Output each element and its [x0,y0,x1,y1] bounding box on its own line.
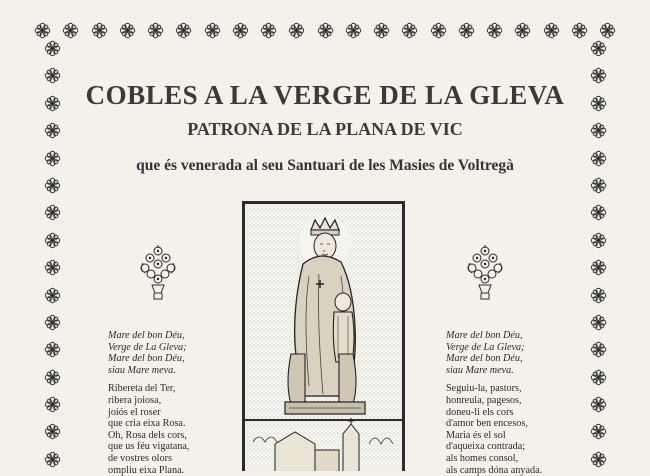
flower-bouquet-icon [464,243,506,305]
poem-line: siau Mare meva. [108,364,176,376]
rosette-icon [44,122,61,139]
page-tagline: que és venerada al seu Santuari de les Masies de Voltregà [136,157,514,174]
poem-line: ribera joiosa, [108,394,162,406]
rosette-icon [232,22,249,39]
rosette-icon [204,22,221,39]
rosette-icon [34,22,51,39]
rosette-icon [119,22,136,39]
poem-line: ompliu eixa Plana. [108,464,185,476]
rosette-icon [317,22,334,39]
border-right [588,40,608,468]
poem-line: als camps dóna anyada. [446,464,543,476]
poem-line: Oh, Rosa dels cors, [108,429,187,441]
poem-line: de vostres olors [108,452,172,464]
poem-line: als homes consol, [446,452,519,464]
poem-line: Verge de La Gleva; [446,341,525,353]
rosette-icon [514,22,531,39]
rosette-icon [44,204,61,221]
rosette-icon [590,177,607,194]
poem-line: Maria és el sol [446,429,506,441]
rosette-icon [44,369,61,386]
rosette-icon [44,177,61,194]
poem-line: Mare del bon Déu, [446,353,523,365]
rosette-icon [175,22,192,39]
border-left [42,40,62,468]
poem-line: joiós el roser [108,406,161,418]
rosette-icon [62,22,79,39]
rosette-icon [44,232,61,249]
rosette-icon [44,451,61,468]
rosette-icon [44,341,61,358]
flower-bouquet-icon [137,243,179,305]
rosette-icon [599,22,616,39]
poem-line: d'aqueixa contrada; [446,441,526,453]
rosette-icon [590,314,607,331]
rosette-icon [288,22,305,39]
rosette-icon [590,423,607,440]
page-subtitle: PATRONA DE LA PLANA DE VIC [187,119,463,139]
poem-right [446,330,542,476]
rosette-icon [44,287,61,304]
poem-right-refrain [446,330,542,376]
rosette-icon [590,341,607,358]
rosette-icon [373,22,390,39]
rosette-icon [543,22,560,39]
poem-right-stanza [446,383,542,476]
rosette-icon [147,22,164,39]
virgin-and-child-engraving [242,201,405,471]
rosette-icon [571,22,588,39]
page-title: COBLES A LA VERGE DE LA GLEVA [85,80,565,110]
rosette-icon [260,22,277,39]
rosette-icon [590,232,607,249]
rosette-icon [44,396,61,413]
rosette-icon [590,396,607,413]
poem-left [108,330,189,476]
rosette-icon [458,22,475,39]
poem-line: Seguiu-la, pastors, [446,383,522,395]
rosette-icon [590,369,607,386]
poem-line: d'amor ben encesos, [446,418,528,430]
rosette-icon [590,67,607,84]
rosette-icon [590,40,607,57]
rosette-icon [590,122,607,139]
poem-line: Ribereta del Ter, [108,383,176,395]
rosette-icon [44,150,61,167]
poem-line: doneu-li els cors [446,406,514,418]
border-top [34,20,616,40]
rosette-icon [590,287,607,304]
rosette-icon [91,22,108,39]
rosette-icon [590,451,607,468]
poem-left-stanza [108,383,189,476]
rosette-icon [44,423,61,440]
rosette-icon [44,95,61,112]
rosette-icon [430,22,447,39]
rosette-icon [590,259,607,276]
poem-left-refrain [108,330,189,376]
poem-line: que cria eixa Rosa. [108,418,186,430]
rosette-icon [590,95,607,112]
rosette-icon [590,150,607,167]
rosette-icon [44,40,61,57]
poem-line: Verge de La Gleva; [108,341,187,353]
poem-line: Mare del bon Déu, [108,330,185,341]
rosette-icon [44,314,61,331]
rosette-icon [590,204,607,221]
rosette-icon [345,22,362,39]
poem-line: que us féu vigatana, [108,441,190,453]
poem-line: honreula, pagesos, [446,394,522,406]
poem-line: Mare del bon Déu, [446,330,523,341]
rosette-icon [44,259,61,276]
rosette-icon [44,67,61,84]
rosette-icon [401,22,418,39]
poem-line: Mare del bon Déu, [108,353,185,365]
rosette-icon [486,22,503,39]
poem-line: siau Mare meva. [446,364,514,376]
